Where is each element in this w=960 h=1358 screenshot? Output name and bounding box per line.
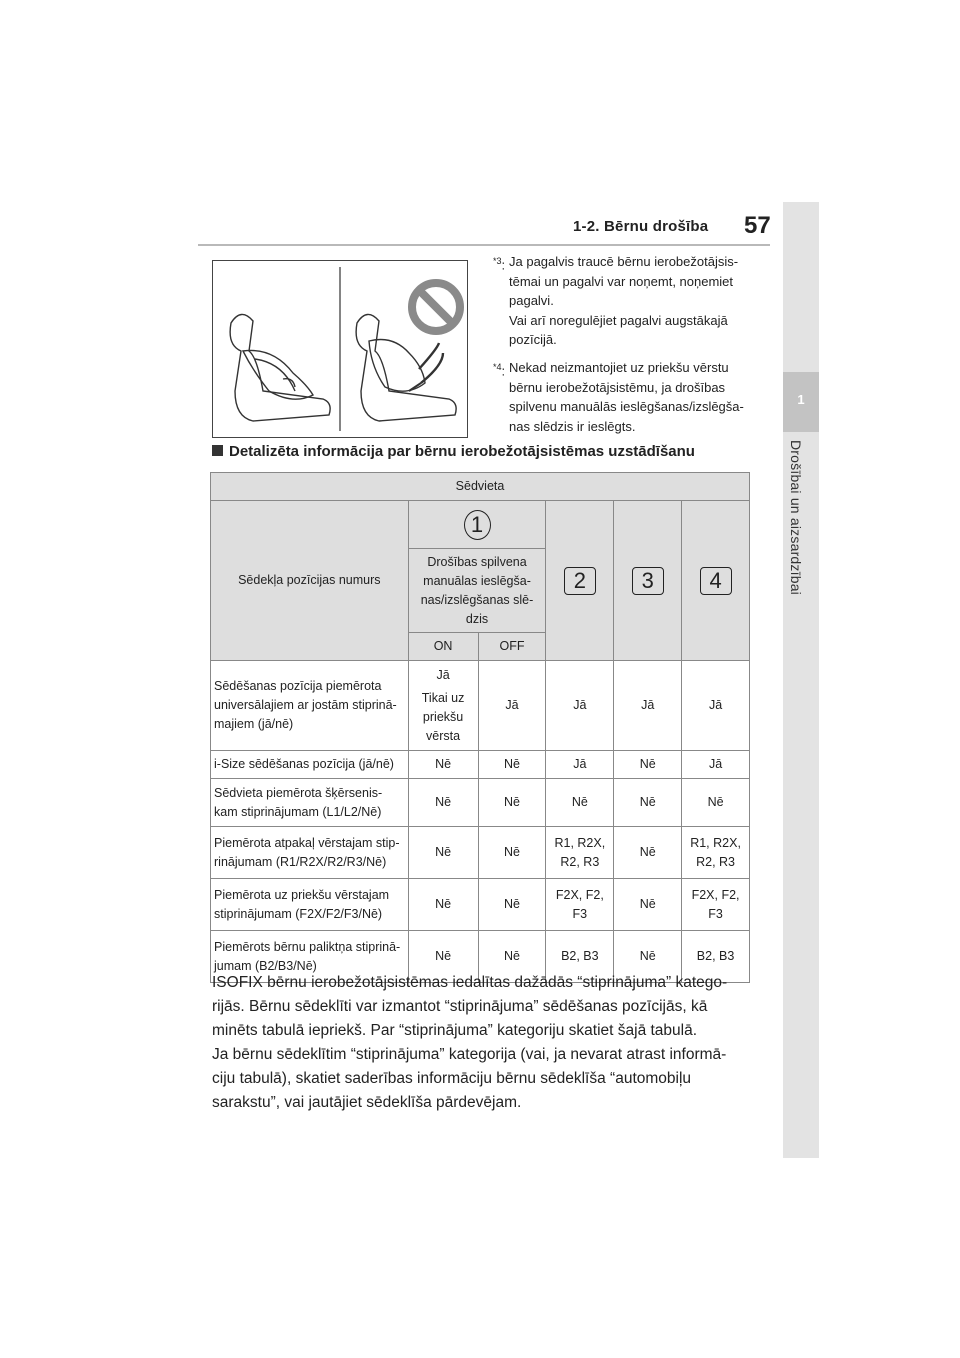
- table-cell: Nē: [614, 779, 682, 827]
- page-number: 57: [744, 212, 771, 239]
- table-cell: F2X, F2, F3: [682, 879, 750, 931]
- table-cell: Nē: [682, 779, 750, 827]
- seat-position-3: 3: [614, 501, 682, 661]
- table-cell: Nē: [408, 779, 478, 827]
- table-row: [211, 661, 750, 751]
- footnote-text: Ja pagalvis traucē bērnu ierobežotājsis- tēmai un pagalvi var noņemt, noņemiet pagalvi. Vai arī noregulējiet pagalvi augstākajā pozīcijā.: [509, 254, 739, 347]
- footnote-marker: $^{*3}$:: [493, 256, 506, 273]
- seat-position-1: 1: [408, 501, 546, 549]
- side-band: [783, 202, 819, 1158]
- chapter-tab-number: 1: [797, 392, 805, 407]
- seat-header: Sēdvieta: [211, 473, 750, 501]
- child-seat-illustration: [212, 260, 468, 438]
- airbag-switch-label: Drošības spilvena manuālas ieslēgša-nas/izslēgšanas slē-dzis: [408, 549, 546, 633]
- footnote-text: Nekad neizmantojiet uz priekšu vērstu bērnu ierobežotājsistēmu, ja drošības spilvenu manuālās ieslēgšanas/izslēgša- nas slēdzis ir ieslēgts.: [509, 360, 744, 434]
- table-cell: Jā Tikai uz priekšu vērsta: [408, 661, 478, 751]
- table-cell: Nē: [614, 931, 682, 983]
- table-cell: Nē: [408, 827, 478, 879]
- table-header-row: [211, 473, 750, 501]
- row-label: Sēdvieta piemērota šķērsenis-kam stiprinājumam (L1/L2/Nē): [211, 779, 409, 827]
- square-bullet-icon: [212, 445, 223, 456]
- row-label: Piemērota uz priekšu vērstajam stiprinājumam (F2X/F2/F3/Nē): [211, 879, 409, 931]
- table-row: [211, 827, 750, 879]
- table-cell: Jā: [478, 661, 546, 751]
- isofix-table: [210, 472, 750, 983]
- table-cell: Jā: [546, 661, 614, 751]
- body-paragraph: ISOFIX bērnu ierobežotājsistēmas iedalītas dažādās “stiprinājuma” katego- rijās. Bērnu sēdeklīti var izmantot “stiprinājuma” sēdēšanas pozīcijās, kā minēts tabulā iepriekš. Par “stiprinājuma” kategoriju skatiet šajā tabulā. Ja bērnu sēdeklītim “stiprinājuma” kategorija (vai, ja nevarat atrast informā- ciju tabulā), skatiet saderības informāciju bērnu sēdeklīša “automobiļu sarakstu”, vai jautājiet sēdeklīša pārdevējam.: [212, 974, 728, 1111]
- table-cell: Nē: [408, 879, 478, 931]
- table-cell: Jā: [546, 751, 614, 779]
- table-row: [211, 751, 750, 779]
- table-cell: R1, R2X, R2, R3: [546, 827, 614, 879]
- table-cell: Nē: [408, 931, 478, 983]
- row-label: i-Size sēdēšanas pozīcija (jā/nē): [211, 751, 409, 779]
- footnote-marker: $^{*4}$:: [493, 362, 506, 379]
- subsection-title: Detalizēta informācija par bērnu ierobežotājsistēmas uzstādīšanu: [229, 443, 695, 460]
- table-cell: Jā: [614, 661, 682, 751]
- table-cell: Nē: [614, 751, 682, 779]
- section-title: 1-2. Bērnu drošība: [573, 218, 709, 235]
- switch-on-label: ON: [408, 633, 478, 661]
- table-cell: Nē: [408, 751, 478, 779]
- table-cell: B2, B3: [546, 931, 614, 983]
- table-cell: Jā: [682, 751, 750, 779]
- table-cell: F2X, F2, F3: [546, 879, 614, 931]
- switch-off-label: OFF: [478, 633, 546, 661]
- table-cell: Jā: [682, 661, 750, 751]
- row-label: Piemērota atpakaļ vērstajam stip-rinājumam (R1/R2X/R2/R3/Nē): [211, 827, 409, 879]
- position-number-label: Sēdekļa pozīcijas numurs: [211, 501, 409, 661]
- table-cell: Nē: [614, 827, 682, 879]
- table-cell: Nē: [478, 827, 546, 879]
- row-label: Sēdēšanas pozīcija piemērota universālajiem ar jostām stiprinā-majiem (jā/nē): [211, 661, 409, 751]
- header-divider: [198, 244, 770, 246]
- table-row: [211, 879, 750, 931]
- rear-facing-seat: [230, 314, 330, 421]
- subsection-heading: [212, 443, 695, 460]
- table-cell: Nē: [478, 751, 546, 779]
- table-cell: R1, R2X, R2, R3: [682, 827, 750, 879]
- table-cell: B2, B3: [682, 931, 750, 983]
- table-cell: Nē: [614, 879, 682, 931]
- seat-position-2: 2: [546, 501, 614, 661]
- footnote-4: [493, 358, 753, 436]
- footnote-3: [493, 252, 753, 350]
- table-header-row: [211, 501, 750, 549]
- table-cell: Nē: [478, 931, 546, 983]
- seat-position-4: 4: [682, 501, 750, 661]
- table-cell: Nē: [478, 779, 546, 827]
- table-row: [211, 779, 750, 827]
- prohibited-icon: [412, 283, 460, 331]
- chapter-tab-label: Drošībai un aizsardzībai: [788, 440, 804, 595]
- row-label: Piemērots bērnu paliktņa stiprinā-jumam (B2/B3/Nē): [211, 931, 409, 983]
- child-seat-drawing: [213, 261, 467, 437]
- table-cell: Nē: [546, 779, 614, 827]
- table-cell: Nē: [478, 879, 546, 931]
